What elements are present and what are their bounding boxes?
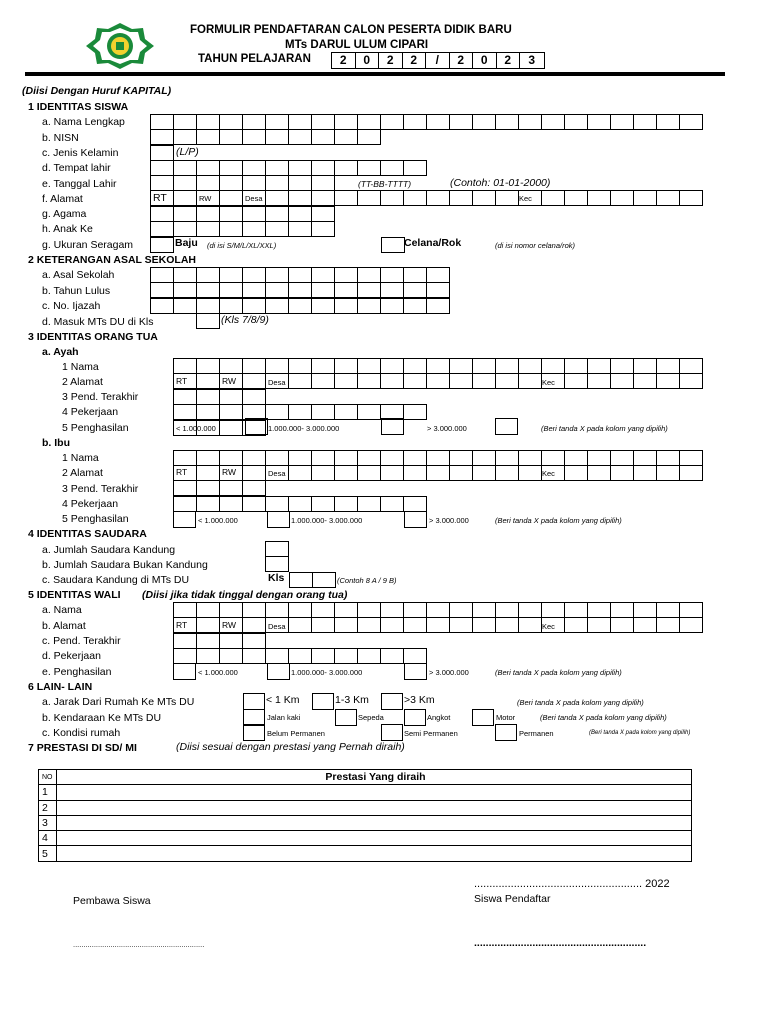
wali-inc2: 1.000.000- 3.000.000 <box>291 668 363 677</box>
label-ibu-pend: 3 Pend. Terakhir <box>62 483 139 495</box>
kondisi-3-box[interactable] <box>495 724 517 741</box>
prestasi-table <box>38 769 692 862</box>
ayah-pend-boxes[interactable] <box>173 389 266 405</box>
ibu-inc-hint: (Beri tanda X pada kolom yang dipilih) <box>495 516 622 525</box>
label-no-ijazah: c. No. Ijazah <box>42 300 101 312</box>
year-digit: 0 <box>473 53 497 68</box>
label-alamat: f. Alamat <box>42 193 83 205</box>
ibu-inc2-box[interactable] <box>267 511 290 528</box>
year-digit: 2 <box>403 53 427 68</box>
ibu-rt-label: RT <box>176 467 188 477</box>
wali-inc3: > 3.000.000 <box>429 668 469 677</box>
label-masuk-kls: d. Masuk MTs DU di Kls <box>42 316 154 328</box>
label-ayah-nama: 1 Nama <box>62 361 99 373</box>
header-divider <box>25 72 725 76</box>
jarak-2-label: 1-3 Km <box>335 694 369 706</box>
label-ayah-kerja: 4 Pekerjaan <box>62 406 119 418</box>
label-kendaraan: b. Kendaraan Ke MTs DU <box>42 712 162 724</box>
celana-label: Celana/Rok <box>404 237 462 249</box>
table-row <box>39 846 692 861</box>
sign-dots-right: ........................................................... <box>474 937 647 949</box>
kendaraan-3-box[interactable] <box>404 709 426 726</box>
wali-alamat-boxes[interactable] <box>173 617 703 633</box>
kls-label: Kls <box>268 572 285 584</box>
kondisi-2-label: Semi Permanen <box>404 729 458 738</box>
madrasah-logo <box>85 22 155 70</box>
table-header-row <box>39 770 692 785</box>
kendaraan-3-label: Angkot <box>427 713 451 722</box>
school-name: MTs DARUL ULUM CIPARI <box>285 39 429 51</box>
jarak-3-label: >3 Km <box>404 694 435 706</box>
anak-ke-boxes[interactable] <box>150 221 335 237</box>
year-digit: 2 <box>450 53 474 68</box>
kondisi-3-label: Permanen <box>519 729 554 738</box>
year-digit: 3 <box>528 53 536 67</box>
baju-hint: (di isi S/M/L/XL/XXL) <box>207 241 277 250</box>
ibu-kec-label: Kec <box>542 469 555 478</box>
celana-hint: (di isi nomor celana/rok) <box>495 241 576 250</box>
ibu-inc3-box[interactable] <box>404 511 427 528</box>
label-saudara-kandung: a. Jumlah Saudara Kandung <box>42 544 176 556</box>
baju-label: Baju <box>175 237 198 249</box>
ibu-inc3: > 3.000.000 <box>429 516 469 525</box>
label-ibu-kerja: 4 Pekerjaan <box>62 498 119 510</box>
kondisi-hint: (Beri tanda X pada kolom yang dipilih) <box>589 730 691 736</box>
row-no: 3 <box>39 815 57 830</box>
label-saudara-bukan: b. Jumlah Saudara Bukan Kandung <box>42 559 208 571</box>
ibu-alamat-boxes[interactable] <box>173 465 703 481</box>
year-digit: 2 <box>497 53 521 68</box>
table-row <box>39 815 692 830</box>
ibu-pend-boxes[interactable] <box>173 480 266 496</box>
tahun-lulus-boxes[interactable] <box>150 282 450 298</box>
label-tahun-lulus: b. Tahun Lulus <box>42 285 111 297</box>
rw-label: RW <box>199 194 212 203</box>
wali-nama-boxes[interactable] <box>173 602 703 618</box>
wali-kerja-boxes[interactable] <box>173 648 427 664</box>
jenis-kelamin-box[interactable] <box>150 145 174 161</box>
section-4-title: 4 IDENTITAS SAUDARA <box>28 528 147 540</box>
wali-inc2-box[interactable] <box>267 663 290 680</box>
ayah-inc3-box[interactable] <box>495 418 518 435</box>
label-nisn: b. NISN <box>42 132 79 144</box>
celana-box[interactable] <box>381 237 405 253</box>
label-wali-hasil: e. Penghasilan <box>42 666 112 678</box>
label-ayah-hasil: 5 Penghasilan <box>62 422 129 434</box>
kendaraan-4-label: Motor <box>496 713 516 722</box>
kendaraan-hint: (Beri tanda X pada kolom yang dipilih) <box>540 713 667 722</box>
saudara-mts-hint: (Contoh 8 A / 9 B) <box>337 576 397 585</box>
label-anak-ke: h. Anak Ke <box>42 223 93 235</box>
prestasi-cell[interactable] <box>57 846 692 861</box>
year-box <box>331 52 545 69</box>
ibu-inc2: 1.000.000- 3.000.000 <box>291 516 363 525</box>
form-title: FORMULIR PENDAFTARAN CALON PESERTA DIDIK BARU <box>190 24 512 36</box>
kendaraan-4-box[interactable] <box>472 709 494 726</box>
table-row <box>39 785 692 800</box>
saudara-bukan-box[interactable] <box>265 556 289 572</box>
col-no: NO <box>39 770 57 785</box>
kondisi-1-label: Belum Permanen <box>267 729 325 738</box>
kendaraan-2-box[interactable] <box>335 709 357 726</box>
section-1-title: 1 IDENTITAS SISWA <box>28 101 129 113</box>
sign-date: ....................................................... 2022 <box>474 878 670 890</box>
label-ayah-pend: 3 Pend. Terakhir <box>62 391 139 403</box>
no-ijazah-boxes[interactable] <box>150 298 450 314</box>
wali-pend-boxes[interactable] <box>173 633 266 649</box>
wali-desa-label: Desa <box>268 622 286 631</box>
year-digit: 0 <box>356 53 380 68</box>
siswa-pendaftar-label: Siswa Pendaftar <box>474 893 551 905</box>
ayah-rw-label: RW <box>222 376 237 386</box>
wali-inc1: < 1.000.000 <box>198 668 238 677</box>
label-ibu-alamat: 2 Alamat <box>62 467 103 479</box>
ayah-inc2-box[interactable] <box>381 418 404 435</box>
label-jarak: a. Jarak Dari Rumah Ke MTs DU <box>42 696 195 708</box>
jarak-3-box[interactable] <box>381 693 403 710</box>
ayah-inc2: 1.000.000- 3.000.000 <box>268 424 340 433</box>
wali-rw-label: RW <box>222 620 237 630</box>
label-wali-pend: c. Pend. Terakhir <box>42 635 121 647</box>
prestasi-cell[interactable] <box>57 800 692 815</box>
label-ayah: a. Ayah <box>42 346 79 358</box>
wali-inc3-box[interactable] <box>404 663 427 680</box>
tempat-lahir-boxes[interactable] <box>150 160 427 176</box>
label-kondisi: c. Kondisi rumah <box>42 727 121 739</box>
row-no: 4 <box>39 831 57 846</box>
jarak-1-box[interactable] <box>243 693 265 710</box>
ayah-inc1-box[interactable] <box>245 418 268 435</box>
ibu-desa-label: Desa <box>268 469 286 478</box>
year-digit: / <box>426 53 450 68</box>
ayah-desa-label: Desa <box>268 378 286 387</box>
tanggal-example-hint: (Contoh: 01-01-2000) <box>450 177 551 189</box>
masuk-kls-hint: (Kls 7/8/9) <box>221 314 269 326</box>
label-saudara-mts: c. Saudara Kandung di MTs DU <box>42 574 190 586</box>
label-tempat-lahir: d. Tempat lahir <box>42 162 111 174</box>
ayah-inc1: < 1.000.000 <box>176 424 216 433</box>
masuk-kls-box[interactable] <box>196 313 220 329</box>
table-row <box>39 831 692 846</box>
prestasi-cell[interactable] <box>57 815 692 830</box>
ayah-kec-label: Kec <box>542 378 555 387</box>
year-digit: 2 <box>332 53 356 68</box>
ibu-nama-boxes[interactable] <box>173 450 703 466</box>
ibu-rw-label: RW <box>222 467 237 477</box>
pembawa-siswa-label: Pembawa Siswa <box>73 895 151 907</box>
nama-lengkap-boxes[interactable] <box>150 114 703 130</box>
prestasi-cell[interactable] <box>57 785 692 800</box>
alamat-boxes[interactable] <box>150 190 703 206</box>
section-6-title: 6 LAIN- LAIN <box>28 681 93 693</box>
section-5-hint: (Diisi jika tidak tinggal dengan orang tua) <box>142 589 348 601</box>
section-7-title: 7 PRESTASI DI SD/ MI <box>28 742 137 754</box>
sign-dots-left: ............................................................... <box>73 940 205 949</box>
ayah-alamat-boxes[interactable] <box>173 373 703 389</box>
label-wali-kerja: d. Pekerjaan <box>42 650 101 662</box>
saudara-mts-boxes[interactable] <box>289 572 336 588</box>
label-wali-nama: a. Nama <box>42 604 82 616</box>
prestasi-cell[interactable] <box>57 831 692 846</box>
col-prestasi: Prestasi Yang diraih <box>57 770 692 785</box>
wali-inc1-box[interactable] <box>173 663 196 680</box>
ibu-inc1: < 1.000.000 <box>198 516 238 525</box>
wali-inc-hint: (Beri tanda X pada kolom yang dipilih) <box>495 668 622 677</box>
tanggal-format-hint: (TT-BB-TTTT) <box>358 179 412 189</box>
ayah-inc3: > 3.000.000 <box>427 424 467 433</box>
label-ibu-nama: 1 Nama <box>62 452 99 464</box>
wali-rt-label: RT <box>176 620 188 630</box>
tanggal-lahir-boxes[interactable] <box>150 175 335 191</box>
row-no: 1 <box>39 785 57 800</box>
kondisi-2-box[interactable] <box>381 724 403 741</box>
nisn-boxes[interactable] <box>150 129 381 145</box>
ayah-inc-hint: (Beri tanda X pada kolom yang dipilih) <box>541 424 668 433</box>
jarak-hint: (Beri tanda X pada kolom yang dipilih) <box>517 698 644 707</box>
kendaraan-1-label: Jalan kaki <box>267 713 301 722</box>
fill-note: (Diisi Dengan Huruf KAPITAL) <box>22 85 172 97</box>
label-ibu-hasil: 5 Penghasilan <box>62 513 129 525</box>
label-ayah-alamat: 2 Alamat <box>62 376 103 388</box>
row-no: 5 <box>39 846 57 861</box>
wali-kec-label: Kec <box>542 622 555 631</box>
ayah-rt-label: RT <box>176 376 188 386</box>
asal-sekolah-boxes[interactable] <box>150 267 450 283</box>
label-asal-sekolah: a. Asal Sekolah <box>42 269 115 281</box>
jarak-1-label: < 1 Km <box>266 694 300 706</box>
row-no: 2 <box>39 800 57 815</box>
desa-label: Desa <box>245 194 263 203</box>
year-digit: 2 <box>379 53 403 68</box>
agama-boxes[interactable] <box>150 206 335 222</box>
section-2-title: 2 KETERANGAN ASAL SEKOLAH <box>28 254 197 266</box>
rt-label: RT <box>153 192 167 204</box>
kendaraan-2-label: Sepeda <box>358 713 384 722</box>
kondisi-1-box[interactable] <box>243 724 265 741</box>
baju-box[interactable] <box>150 237 174 253</box>
kec-label: Kec <box>519 194 532 203</box>
section-3-title: 3 IDENTITAS ORANG TUA <box>28 331 158 343</box>
ibu-kerja-boxes[interactable] <box>173 496 427 512</box>
tahun-label: TAHUN PELAJARAN <box>198 53 311 65</box>
label-jenis-kelamin: c. Jenis Kelamin <box>42 147 119 159</box>
label-tanggal-lahir: e. Tanggal Lahir <box>42 178 117 190</box>
table-row <box>39 800 692 815</box>
label-agama: g. Agama <box>42 208 87 220</box>
label-wali-alamat: b. Alamat <box>42 620 86 632</box>
label-ukuran-seragam: g. Ukuran Seragam <box>42 239 134 251</box>
jk-hint: (L/P) <box>176 146 199 158</box>
ibu-inc1-box[interactable] <box>173 511 196 528</box>
section-7-hint: (Diisi sesuai dengan prestasi yang Pernah diraih) <box>176 741 405 753</box>
section-5-title: 5 IDENTITAS WALI <box>28 589 121 601</box>
jarak-2-box[interactable] <box>312 693 334 710</box>
label-ibu: b. Ibu <box>42 437 70 449</box>
ayah-nama-boxes[interactable] <box>173 358 703 374</box>
label-nama-lengkap: a. Nama Lengkap <box>42 116 125 128</box>
saudara-kandung-box[interactable] <box>265 541 289 557</box>
